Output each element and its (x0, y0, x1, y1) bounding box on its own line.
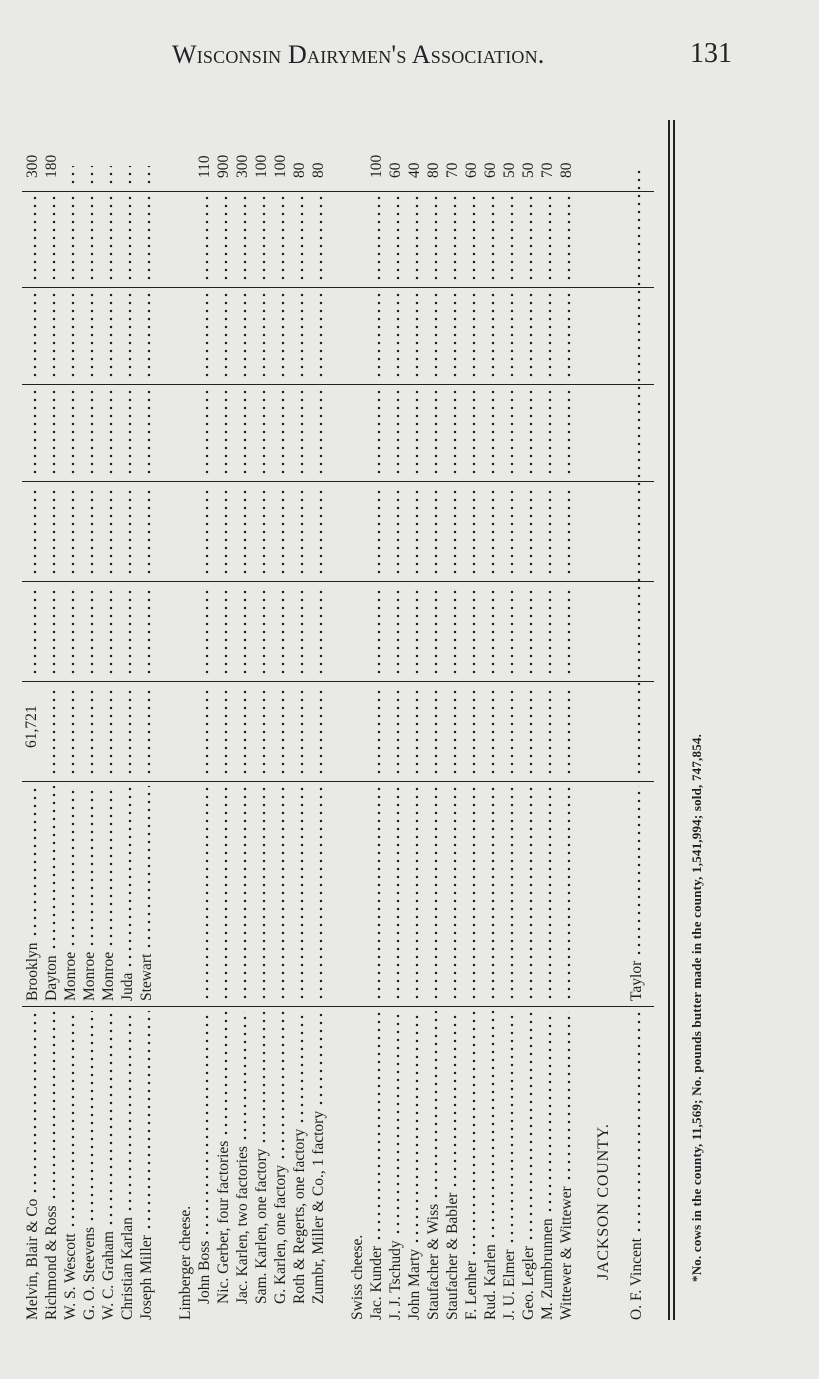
entry-value: 60 (387, 162, 404, 178)
dot-leader (109, 389, 113, 476)
dot-leader (434, 786, 438, 1001)
dot-leader (377, 292, 381, 379)
dot-leader (415, 292, 419, 379)
dot-leader (415, 586, 419, 676)
dot-leader (109, 786, 113, 948)
dot-leader (637, 1011, 641, 1234)
dot-leader (109, 1011, 113, 1227)
dot-leader (300, 1011, 304, 1125)
column-rule-5 (22, 481, 654, 482)
entry-value: 100 (368, 154, 385, 178)
entry-name: Staufacher & Babler (444, 1192, 461, 1320)
dot-leader (128, 292, 132, 379)
dot-leader (510, 486, 514, 576)
dot-leader (529, 686, 533, 776)
dot-leader (415, 1011, 419, 1245)
dot-leader (396, 292, 400, 379)
dot-leader (128, 586, 132, 676)
dot-leader (205, 196, 209, 282)
dot-leader (510, 686, 514, 776)
dot-leader (281, 292, 285, 379)
entry-location: Taylor (628, 960, 645, 1001)
group1-subtotal: 61,721 (23, 705, 40, 748)
dot-leader (52, 586, 56, 676)
dot-leader (128, 196, 132, 282)
running-title: Wisconsin Dairymen's Association. (172, 40, 545, 69)
column-rule-3 (22, 681, 654, 682)
entry-name: J. U. Elmer (501, 1249, 518, 1320)
table-bottom-rule (668, 120, 670, 1320)
dot-leader (377, 786, 381, 1001)
dot-leader (453, 1011, 457, 1189)
dot-leader (71, 292, 75, 379)
dot-leader (377, 196, 381, 282)
dot-leader (109, 686, 113, 776)
column-rule-4 (22, 581, 654, 582)
dot-leader (281, 486, 285, 576)
entry-location: Juda (119, 972, 136, 1001)
dot-leader (396, 686, 400, 776)
dot-leader (396, 196, 400, 282)
dot-leader (548, 786, 552, 1001)
dot-leader (205, 1011, 209, 1237)
dot-leader (71, 166, 75, 186)
dot-leader (262, 196, 266, 282)
dot-leader (319, 586, 323, 676)
dot-leader (300, 292, 304, 379)
entry-name: Rud. Karlen (482, 1244, 499, 1320)
dot-leader (281, 389, 285, 476)
entry-location: Stewart (138, 953, 155, 1001)
dot-leader (90, 166, 94, 186)
dot-leader (319, 389, 323, 476)
dot-leader (415, 196, 419, 282)
dot-leader (243, 686, 247, 776)
dot-leader (529, 786, 533, 1001)
entry-value: 80 (310, 162, 327, 178)
column-rule-7 (22, 287, 654, 288)
dot-leader (319, 1011, 323, 1107)
dot-leader (281, 196, 285, 282)
column-rule-6 (22, 384, 654, 385)
dot-leader (33, 292, 37, 379)
dot-leader (90, 786, 94, 948)
dot-leader (377, 486, 381, 576)
entry-value: 60 (463, 162, 480, 178)
dot-leader (262, 292, 266, 379)
dot-leader (415, 389, 419, 476)
dot-leader (529, 389, 533, 476)
dot-leader (491, 196, 495, 282)
dot-leader (529, 292, 533, 379)
dot-leader (567, 1011, 571, 1182)
dot-leader (262, 586, 266, 676)
dot-leader (300, 389, 304, 476)
dot-leader (319, 786, 323, 1001)
entry-name: Roth & Regerts, one factory (291, 1128, 308, 1304)
entry-name: Sam. Karlen, one factory (253, 1148, 270, 1304)
entry-name: Jac. Karlen, two factories (234, 1146, 251, 1304)
dot-leader (90, 686, 94, 776)
dot-leader (319, 292, 323, 379)
dot-leader (33, 196, 37, 282)
dot-leader (147, 389, 151, 476)
dot-leader (262, 1011, 266, 1145)
entry-location: Monroe (100, 951, 117, 1001)
entry-name: Melvin, Blair & Co (24, 1198, 41, 1320)
dot-leader (147, 166, 151, 186)
dot-leader (491, 389, 495, 476)
dot-leader (434, 486, 438, 576)
entry-name: Wittewer & Wittewer (558, 1186, 575, 1320)
dot-leader (71, 686, 75, 776)
dot-leader (491, 686, 495, 776)
dot-leader (243, 1011, 247, 1142)
dot-leader (224, 1011, 228, 1137)
dot-leader (472, 292, 476, 379)
dot-leader (567, 389, 571, 476)
column-rule-8 (22, 191, 654, 192)
dot-leader (33, 486, 37, 576)
dot-leader (548, 389, 552, 476)
dot-leader (510, 786, 514, 1001)
entry-value: 300 (24, 154, 41, 178)
dot-leader (434, 1011, 438, 1200)
dot-leader (415, 686, 419, 776)
dot-leader (205, 586, 209, 676)
dot-leader (491, 292, 495, 379)
dot-leader (548, 586, 552, 676)
dot-leader (128, 166, 132, 186)
dot-leader (453, 486, 457, 576)
entry-value: 80 (425, 162, 442, 178)
limberger-heading: Limberger cheese. (177, 1205, 194, 1320)
entry-name: W. S. Wescott (62, 1233, 79, 1320)
dot-leader (147, 292, 151, 379)
dot-leader (205, 292, 209, 379)
dot-leader (243, 292, 247, 379)
dot-leader (319, 686, 323, 776)
dot-leader (147, 786, 151, 950)
dot-leader (491, 486, 495, 576)
dot-leader (224, 389, 228, 476)
dot-leader (205, 389, 209, 476)
dot-leader (319, 196, 323, 282)
entry-value: 100 (253, 154, 270, 178)
dot-leader (281, 686, 285, 776)
dot-leader (453, 196, 457, 282)
dot-leader (243, 196, 247, 282)
dot-leader (128, 486, 132, 576)
dot-leader (377, 1011, 381, 1242)
dot-leader (567, 196, 571, 282)
dot-leader (510, 1011, 514, 1245)
dot-leader (109, 486, 113, 576)
dot-leader (205, 786, 209, 1001)
dot-leader (300, 786, 304, 1001)
footnote: *No. cows in the county, 11,569; No. pounds butter made in the county, 1,541,994; sold, 747,854. (689, 733, 704, 1282)
dot-leader (472, 686, 476, 776)
entry-location: Brooklyn (24, 942, 41, 1001)
entry-name: O. F. Vincent (628, 1238, 645, 1320)
dot-leader (472, 486, 476, 576)
dot-leader (52, 292, 56, 379)
dot-leader (281, 586, 285, 676)
dot-leader (529, 196, 533, 282)
dot-leader (52, 389, 56, 476)
dot-leader (396, 786, 400, 1001)
dot-leader (205, 486, 209, 576)
dot-leader (109, 292, 113, 379)
entry-value: 60 (482, 162, 499, 178)
dot-leader (472, 786, 476, 1001)
dot-leader (300, 196, 304, 282)
dot-leader (472, 586, 476, 676)
dot-leader (90, 389, 94, 476)
dot-leader (224, 196, 228, 282)
dot-leader (434, 292, 438, 379)
entry-value: 180 (43, 154, 60, 178)
dot-leader (453, 389, 457, 476)
dot-leader (205, 686, 209, 776)
dot-leader (567, 292, 571, 379)
entry-value: 900 (215, 154, 232, 178)
dot-leader (262, 389, 266, 476)
jackson-county-heading: JACKSON COUNTY. (595, 1123, 612, 1280)
dot-leader (128, 1011, 132, 1213)
dot-leader (52, 686, 56, 776)
dot-leader (147, 586, 151, 676)
dot-leader (281, 786, 285, 1001)
dot-leader (147, 686, 151, 776)
dot-leader (453, 786, 457, 1001)
dot-leader (147, 1011, 151, 1231)
dot-leader (52, 786, 56, 951)
entry-name: G. Karlen, one factory (272, 1164, 289, 1304)
dot-leader (548, 196, 552, 282)
dot-leader (243, 389, 247, 476)
table-bottom-rule-2 (673, 120, 675, 1320)
dot-leader (491, 786, 495, 1001)
dot-leader (224, 586, 228, 676)
swiss-heading: Swiss cheese. (349, 1234, 366, 1320)
dot-leader (243, 586, 247, 676)
dot-leader (262, 486, 266, 576)
dot-leader (415, 486, 419, 576)
dot-leader (224, 486, 228, 576)
entry-name: John Boss (196, 1240, 213, 1304)
entry-value: 80 (558, 162, 575, 178)
dot-leader (71, 786, 75, 948)
dot-leader (147, 486, 151, 576)
dot-leader (71, 586, 75, 676)
entry-name: Jac. Kunder (368, 1245, 385, 1320)
page-number: 131 (690, 38, 732, 69)
dot-leader (281, 1011, 285, 1161)
entry-value: 40 (406, 162, 423, 178)
dot-leader (567, 586, 571, 676)
dot-leader (396, 389, 400, 476)
entry-name: Geo. Legler (520, 1245, 537, 1320)
dot-leader (510, 292, 514, 379)
dot-leader (491, 1011, 495, 1240)
column-rule-name (22, 1006, 654, 1007)
dot-leader (243, 786, 247, 1001)
entry-location: Monroe (81, 951, 98, 1001)
dot-leader (567, 786, 571, 1001)
dot-leader (529, 1011, 533, 1242)
dot-leader (434, 586, 438, 676)
dot-leader (128, 686, 132, 776)
dot-leader (224, 786, 228, 1001)
dot-leader (453, 586, 457, 676)
dot-leader (377, 389, 381, 476)
dot-leader (510, 196, 514, 282)
dot-leader (224, 292, 228, 379)
dot-leader (71, 1011, 75, 1229)
dot-leader (472, 389, 476, 476)
dot-leader (52, 196, 56, 282)
dot-leader (71, 486, 75, 576)
dot-leader (52, 486, 56, 576)
dot-leader (548, 686, 552, 776)
dot-leader (510, 586, 514, 676)
dot-leader (52, 1011, 56, 1201)
entry-value: 100 (272, 154, 289, 178)
dot-leader (453, 292, 457, 379)
dot-leader (377, 586, 381, 676)
dot-leader (529, 586, 533, 676)
entry-value: 300 (234, 154, 251, 178)
entry-value: 50 (501, 162, 518, 178)
dot-leader (128, 389, 132, 476)
dot-leader (637, 786, 641, 957)
entry-name: M. Zumbrunnen (539, 1218, 556, 1320)
dot-leader (90, 196, 94, 282)
dot-leader (396, 1011, 400, 1236)
entry-value: 70 (539, 162, 556, 178)
dot-leader (548, 486, 552, 576)
dot-leader (377, 686, 381, 776)
dot-leader (224, 686, 228, 776)
entry-location: Dayton (43, 955, 60, 1001)
entry-name: Richmond & Ross (43, 1205, 60, 1320)
dot-leader (90, 586, 94, 676)
dot-leader (396, 586, 400, 676)
entry-name: Zumbr, Miller & Co., 1 factory (310, 1110, 327, 1304)
entry-name: Joseph Miller (138, 1235, 155, 1320)
dot-leader (548, 292, 552, 379)
dot-leader (243, 486, 247, 576)
entry-value: 110 (196, 155, 213, 178)
dot-leader (567, 486, 571, 576)
dot-leader (262, 786, 266, 1001)
entry-name: Staufacher & Wiss (425, 1203, 442, 1320)
dot-leader (434, 686, 438, 776)
dot-leader (90, 1011, 94, 1223)
dot-leader (415, 786, 419, 1001)
entry-name: John Marty (406, 1248, 423, 1320)
entry-location: Monroe (62, 951, 79, 1001)
entry-name: F. Lenher (463, 1260, 480, 1320)
dot-leader (109, 586, 113, 676)
dot-leader (71, 389, 75, 476)
dot-leader (90, 486, 94, 576)
dot-leader (510, 389, 514, 476)
dot-leader (33, 1011, 37, 1195)
dot-leader (567, 686, 571, 776)
dot-leader (396, 486, 400, 576)
dot-leader (529, 486, 533, 576)
dot-leader (434, 196, 438, 282)
entry-value: 80 (291, 162, 308, 178)
dot-leader (33, 786, 37, 938)
dot-leader (472, 196, 476, 282)
entry-name: Christian Karlan (119, 1217, 136, 1320)
entry-value: 70 (444, 162, 461, 178)
dot-leader (33, 586, 37, 676)
dot-leader (109, 166, 113, 186)
dot-leader (90, 292, 94, 379)
dot-leader (109, 196, 113, 282)
column-rule-location (22, 781, 654, 782)
entry-name: J. J. Tschudy (387, 1240, 404, 1320)
dot-leader (147, 196, 151, 282)
dot-leader (262, 686, 266, 776)
dot-leader (637, 166, 641, 776)
dot-leader (300, 586, 304, 676)
dot-leader (300, 486, 304, 576)
entry-name: W. C. Graham (100, 1231, 117, 1320)
dot-leader (472, 1011, 476, 1257)
dot-leader (71, 196, 75, 282)
dot-leader (491, 586, 495, 676)
entry-value: 50 (520, 162, 537, 178)
rotated-statistics-table (20, 120, 720, 1320)
page-header (0, 28, 819, 88)
entry-name: G. O. Steevens (81, 1227, 98, 1320)
dot-leader (453, 686, 457, 776)
entry-name: Nic. Gerber, four factories (215, 1140, 232, 1304)
dot-leader (33, 389, 37, 476)
dot-leader (300, 686, 304, 776)
dot-leader (434, 389, 438, 476)
dot-leader (319, 486, 323, 576)
dot-leader (548, 1011, 552, 1214)
dot-leader (128, 786, 132, 969)
